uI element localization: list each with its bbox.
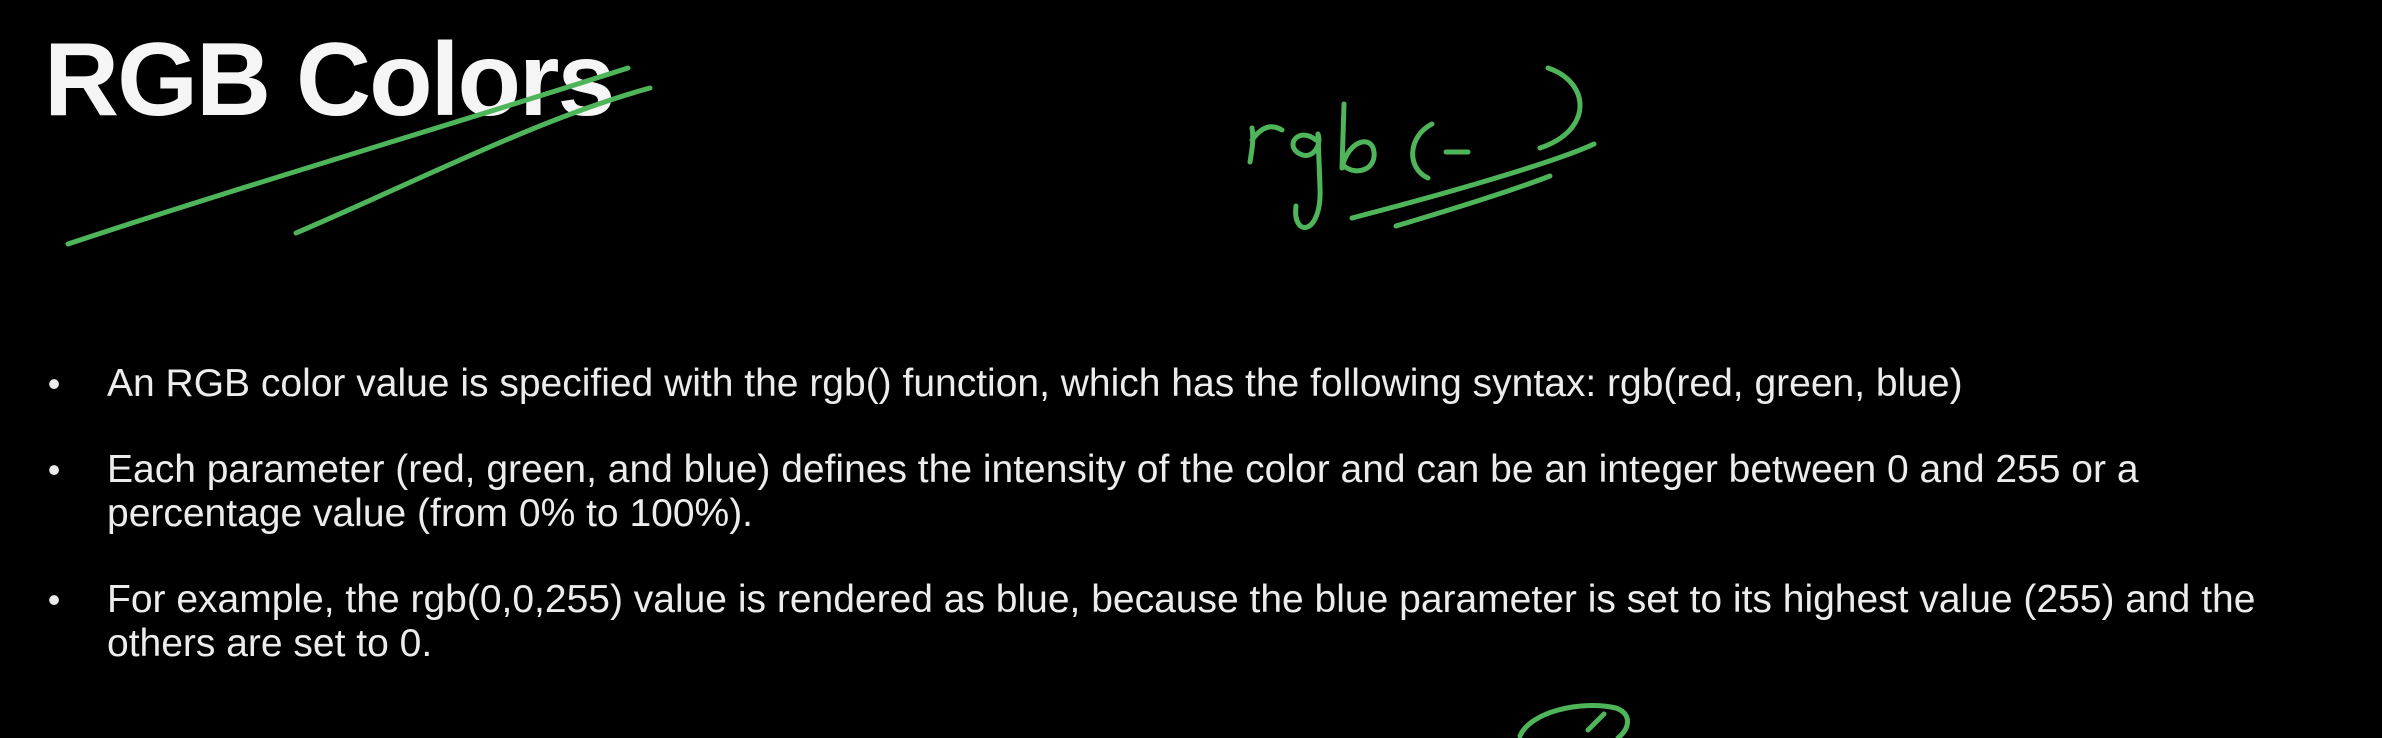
- handwritten-tick: [1588, 714, 1604, 730]
- bullet-marker: •: [47, 449, 61, 490]
- handwritten-b: [1342, 104, 1374, 171]
- handwritten-underline-1: [1352, 144, 1594, 218]
- bullet-list: [0, 362, 2382, 666]
- bullet-text-3: For example, the rgb(0,0,255) value is rendered as blue, because the blue parameter is set to its highest value (255) and the others are set to 0.: [107, 578, 2256, 665]
- handwritten-partial-circle: [1520, 706, 1628, 738]
- handwritten-g: [1293, 134, 1320, 227]
- bullet-text-2: Each parameter (red, green, and blue) defines the intensity of the color and can be an integer between 0 and 255 or a percentage value (from 0% to 100%).: [107, 448, 2139, 535]
- bullet-marker: •: [47, 363, 61, 404]
- handwritten-r: [1250, 127, 1282, 162]
- bullet-item-3: [0, 578, 2382, 666]
- bullet-item-2: [0, 448, 2382, 536]
- handwritten-underline-2: [1396, 176, 1550, 226]
- handwritten-open-paren: [1413, 124, 1432, 178]
- handwritten-close-paren: [1540, 68, 1580, 148]
- bullet-text-1: An RGB color value is specified with the rgb() function, which has the following syntax: rgb(red, green, blue): [107, 362, 1963, 405]
- bullet-item-1: [0, 362, 2382, 406]
- bullet-marker: •: [47, 579, 61, 620]
- slide-title: RGB Colors: [44, 22, 614, 138]
